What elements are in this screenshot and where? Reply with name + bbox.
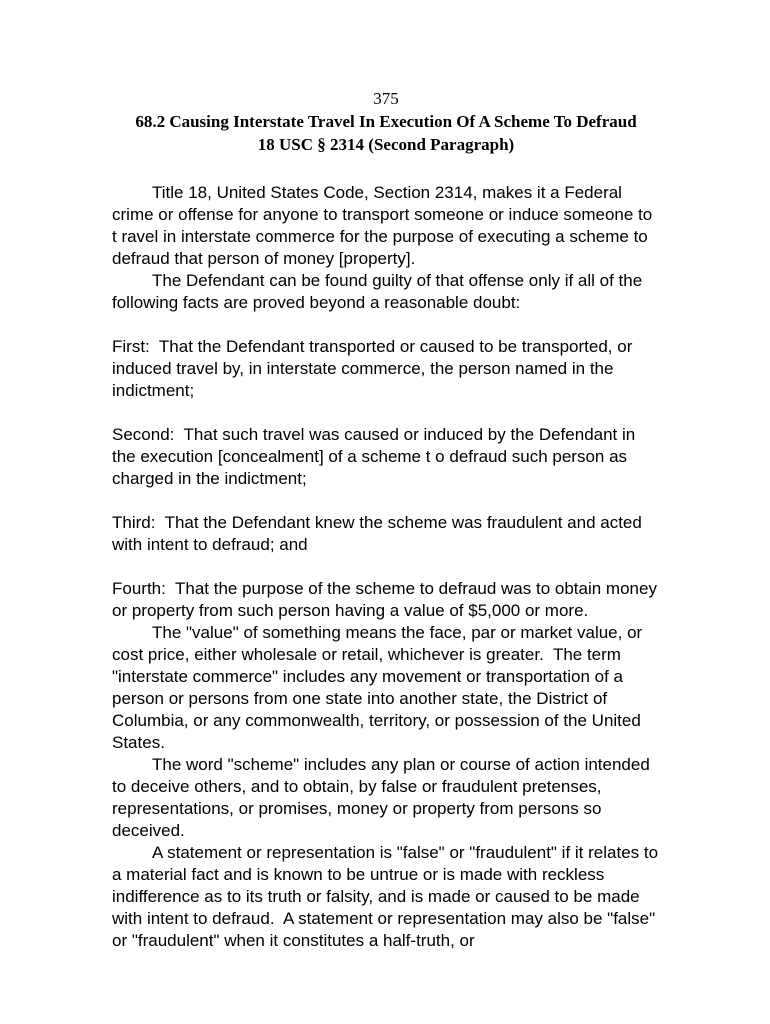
paragraph-element-first: First: That the Defendant transported or caused to be transported, or induced travel by, in interstate commerce, the person named in the indictment; bbox=[112, 337, 638, 400]
paragraph-statute-intro: Title 18, United States Code, Section 2314, makes it a Federal crime or offense for anyone to transport someone or induce someone to t ravel in interstate commerce for the purpose of executing a scheme to defraud that person of money [property]. bbox=[112, 183, 657, 268]
document-body bbox=[112, 182, 663, 952]
paragraph-element-second: Second: That such travel was caused or induced by the Defendant in the execution [concealment] of a scheme t o defraud such person as charged in the indictment; bbox=[112, 425, 640, 488]
page-number: 375 bbox=[373, 89, 399, 108]
paragraph-definition-false-fraudulent: A statement or representation is "false" or "fraudulent" if it relates to a material fact and is known to be untrue or is made with reckless indifference as to its truth or falsity, and is made or caused to be made with intent to defraud. A statement or representation may also be "false" or "fraudulent" when it constitutes a half-truth, or bbox=[112, 843, 663, 950]
paragraph-element-fourth: Fourth: That the purpose of the scheme to defraud was to obtain money or property from such person having a value of $5,000 or more. bbox=[112, 579, 662, 620]
heading-line-1: 68.2 Causing Interstate Travel In Execution Of A Scheme To Defraud bbox=[135, 112, 637, 131]
document-heading bbox=[112, 110, 660, 156]
paragraph-guilty-condition: The Defendant can be found guilty of that offense only if all of the following facts are proved beyond a reasonable doubt: bbox=[112, 271, 647, 312]
paragraph-element-third: Third: That the Defendant knew the scheme was fraudulent and acted with intent to defraud; and bbox=[112, 513, 647, 554]
paragraph-definition-scheme: The word "scheme" includes any plan or course of action intended to deceive others, and to obtain, by false or fraudulent pretenses, representations, or promises, money or property from persons so deceived. bbox=[112, 755, 655, 840]
paragraph-definition-value: The "value" of something means the face, par or market value, or cost price, either wholesale or retail, whichever is greater. The term "interstate commerce" includes any movement or transportation of a person or persons from one state into another state, the District of Columbia, or any commonwealth, territory, or possession of the United States. bbox=[112, 623, 647, 752]
heading-line-2: 18 USC § 2314 (Second Paragraph) bbox=[257, 135, 515, 154]
